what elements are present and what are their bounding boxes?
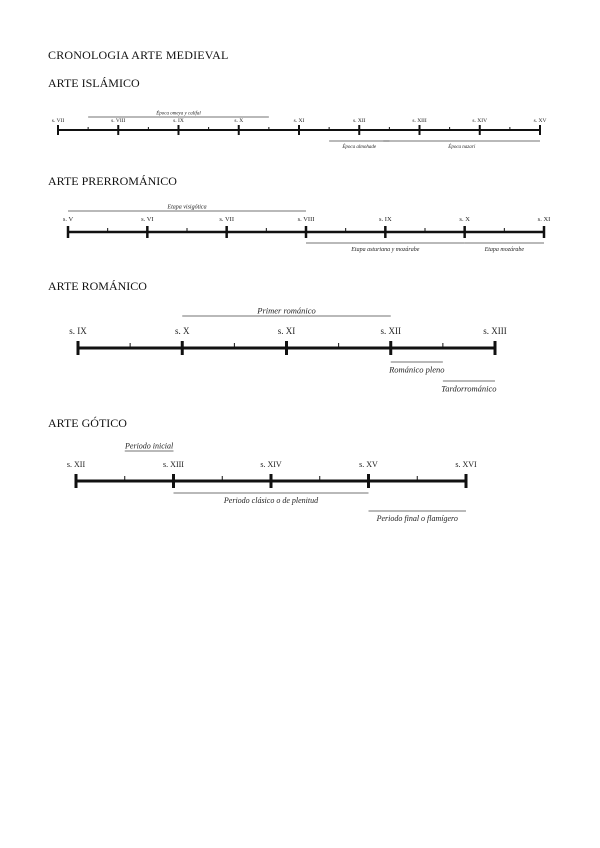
century-label: s. XV	[533, 118, 547, 124]
period-label: Primer románico	[257, 305, 316, 316]
century-label: s. XIII	[163, 460, 184, 469]
century-label: s. XII	[380, 326, 401, 336]
century-label: s. VII	[51, 118, 65, 124]
century-label: s. X	[174, 326, 190, 336]
timeline-prerromanico	[0, 195, 600, 275]
timeline-islamico	[0, 100, 600, 170]
period-label: Románico pleno	[389, 364, 445, 375]
century-label: s. X	[459, 216, 470, 223]
century-label: s. VIII	[111, 118, 126, 124]
century-label: s. XI	[293, 118, 305, 124]
century-label: s. XII	[66, 460, 86, 469]
century-label: s. XII	[352, 118, 366, 124]
section-title-gotico: ARTE GÓTICO	[48, 416, 127, 430]
section-title-islamico: ARTE ISLÁMICO	[48, 76, 140, 90]
century-label: s. X	[234, 118, 244, 124]
century-label: s. XI	[537, 216, 551, 223]
century-label: s. VI	[141, 216, 154, 223]
period-label: Periodo final o flamígero	[376, 514, 458, 523]
century-label: s. VIII	[297, 216, 315, 223]
century-label: s. XI	[277, 326, 296, 336]
period-label: Etapa visigótica	[167, 204, 207, 211]
century-label: s. VII	[219, 216, 235, 223]
century-label: s. XIII	[483, 326, 507, 336]
period-label: Periodo clásico o de plenitud	[223, 496, 319, 505]
century-label: s. IX	[173, 118, 184, 124]
period-label: Época nazarí	[448, 145, 476, 150]
century-label: s. XIV	[472, 118, 488, 124]
section-title-prerromanico: ARTE PRERROMÁNICO	[48, 174, 177, 188]
period-label: Tardorrománico	[441, 383, 497, 394]
period-label: Época omeya y califal	[156, 111, 201, 117]
century-label: s. XVI	[455, 460, 477, 469]
century-label: s. V	[62, 216, 74, 223]
century-label: s. XIII	[412, 118, 427, 124]
century-label: s. XV	[359, 460, 378, 469]
century-label: s. IX	[379, 216, 392, 223]
timeline-gotico	[0, 440, 600, 540]
timeline-romanico	[0, 303, 600, 403]
century-label: s. IX	[69, 326, 87, 336]
century-label: s. XIV	[260, 460, 282, 469]
period-label: Etapa mozárabe	[484, 247, 525, 253]
section-title-romanico: ARTE ROMÁNICO	[48, 279, 147, 293]
period-label: Periodo inicial	[125, 441, 174, 451]
document-title: CRONOLOGIA ARTE MEDIEVAL	[48, 48, 229, 62]
period-label: Etapa asturiana y mozárabe	[351, 247, 420, 253]
period-label: Época almohade	[342, 145, 377, 150]
